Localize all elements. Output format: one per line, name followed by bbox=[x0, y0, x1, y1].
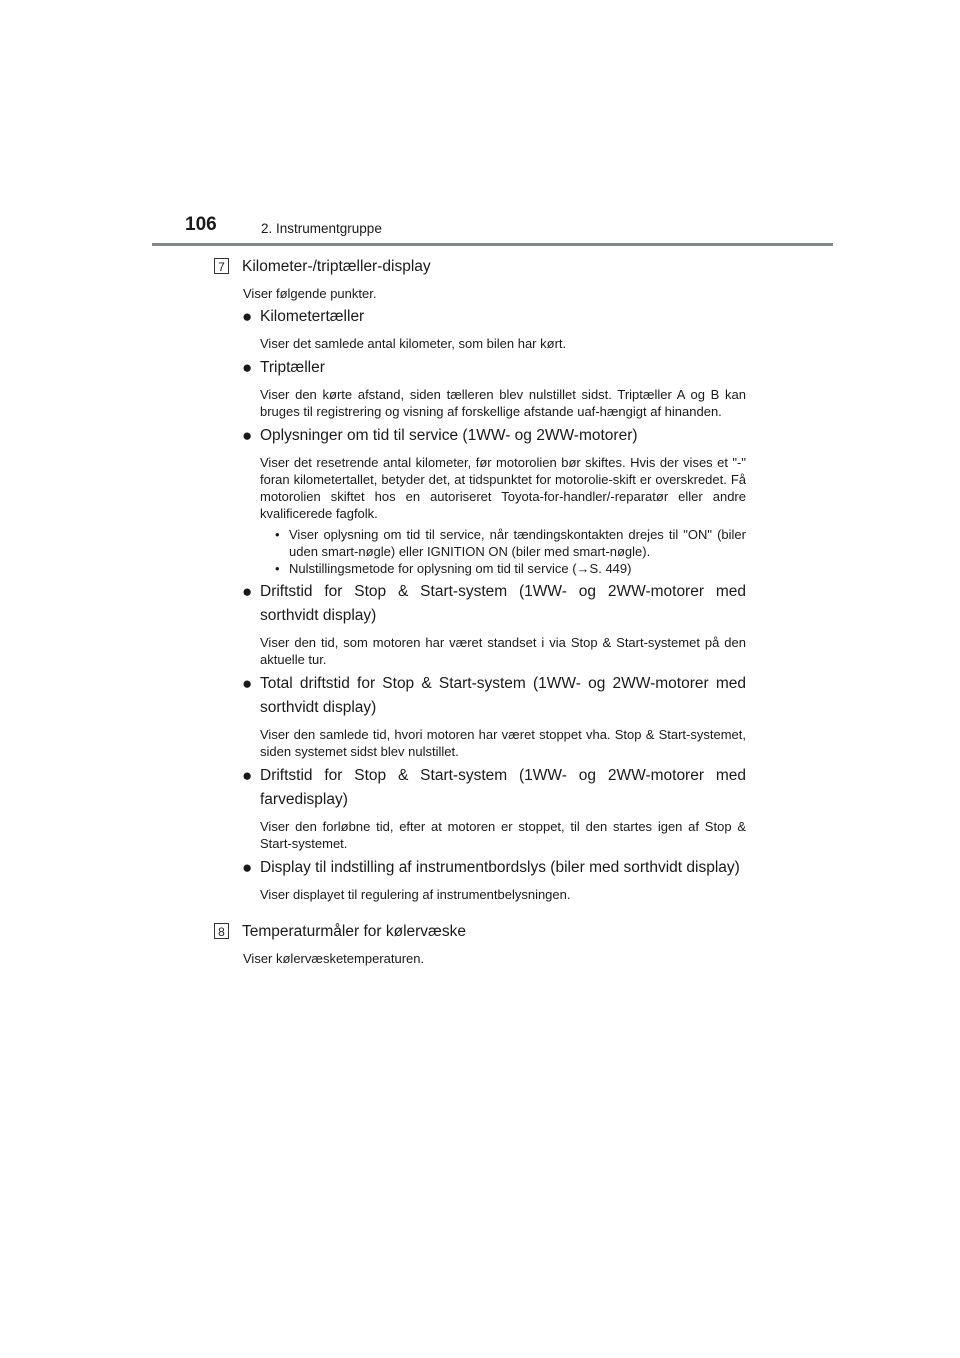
bullet-icon: ● bbox=[242, 766, 253, 785]
sub-list-item bbox=[275, 560, 746, 577]
sub-item-text: Viser oplysning om tid til service, når tændingskontakten drejes til "ON" (biler uden smart-nøgle) eller IGNITION ON (biler med smart-nøgle). bbox=[289, 527, 746, 559]
item-description: Viser den samlede tid, hvori motoren har været stoppet vha. Stop & Start-systemet, siden systemet sidst blev nulstillet. bbox=[260, 727, 746, 759]
sub-list bbox=[238, 526, 746, 577]
header-divider bbox=[152, 243, 833, 246]
item-title: Driftstid for Stop & Start-system (1WW- og 2WW-motorer med sorthvidt display) bbox=[260, 583, 746, 624]
section-7 bbox=[214, 255, 746, 903]
section-title: Kilometer-/triptæller-display bbox=[242, 258, 431, 275]
list-item bbox=[214, 856, 746, 903]
item-title: Oplysninger om tid til service (1WW- og 2WW-motorer) bbox=[260, 427, 638, 444]
bullet-icon: ● bbox=[242, 358, 253, 377]
list-item bbox=[214, 356, 746, 420]
item-title: Display til indstilling af instrumentbordslys (biler med sorthvidt display) bbox=[260, 859, 740, 876]
page-number: 106 bbox=[185, 214, 217, 235]
sub-bullet-icon: • bbox=[275, 561, 280, 576]
section-lead: Viser følgende punkter. bbox=[243, 286, 377, 301]
section-lead: Viser kølervæsketemperaturen. bbox=[243, 951, 425, 966]
sub-item-text: Nulstillingsmetode for oplysning om tid til service (→S. 449) bbox=[289, 561, 632, 576]
bullet-icon: ● bbox=[242, 307, 253, 326]
list-item bbox=[214, 764, 746, 852]
item-title: Kilometertæller bbox=[260, 308, 365, 325]
section-number-badge: 8 bbox=[214, 923, 229, 939]
item-description: Viser den forløbne tid, efter at motoren er stoppet, til den startes igen af Stop & Start-systemet. bbox=[260, 819, 746, 851]
bullet-icon: ● bbox=[242, 426, 253, 445]
item-description: Viser displayet til regulering af instrumentbelysningen. bbox=[260, 887, 571, 902]
page-content bbox=[214, 252, 746, 970]
section-8 bbox=[214, 907, 746, 967]
list-item bbox=[214, 424, 746, 577]
list-item bbox=[214, 580, 746, 668]
bullet-icon: ● bbox=[242, 674, 253, 693]
list-item bbox=[214, 672, 746, 760]
sub-bullet-icon: • bbox=[275, 527, 280, 542]
item-title: Driftstid for Stop & Start-system (1WW- og 2WW-motorer med farvedisplay) bbox=[260, 767, 746, 808]
sub-list-item bbox=[275, 526, 746, 560]
item-description: Viser det samlede antal kilometer, som bilen har kørt. bbox=[260, 336, 567, 351]
bullet-icon: ● bbox=[242, 858, 253, 877]
section-header bbox=[214, 920, 746, 944]
list-item bbox=[214, 305, 746, 352]
bullet-icon: ● bbox=[242, 582, 253, 601]
item-description: Viser den kørte afstand, siden tælleren blev nulstillet sidst. Triptæller A og B kan bruges til registrering og visning af forskellige afstande uaf-hængigt af hinanden. bbox=[260, 387, 746, 419]
section-title: Temperaturmåler for kølervæske bbox=[242, 923, 466, 940]
item-title: Triptæller bbox=[260, 359, 325, 376]
section-header bbox=[214, 255, 746, 279]
item-description: Viser det resetrende antal kilometer, før motorolien bør skiftes. Hvis der vises et "-" foran kilometertallet, betyder det, at tidspunktet for motorolie-skift er overskredet. Få motorolien skiftet hos en autoriseret Toyota-for-handler/-reparatør eller andre kvalificerede fagfolk. bbox=[260, 455, 746, 521]
chapter-title: 2. Instrumentgruppe bbox=[261, 221, 382, 236]
section-number-badge: 7 bbox=[214, 258, 229, 274]
section-gap bbox=[214, 907, 746, 917]
item-title: Total driftstid for Stop & Start-system (1WW- og 2WW-motorer med sorthvidt display) bbox=[260, 675, 746, 716]
item-description: Viser den tid, som motoren har været standset i via Stop & Start-systemet på den aktuelle tur. bbox=[260, 635, 746, 667]
